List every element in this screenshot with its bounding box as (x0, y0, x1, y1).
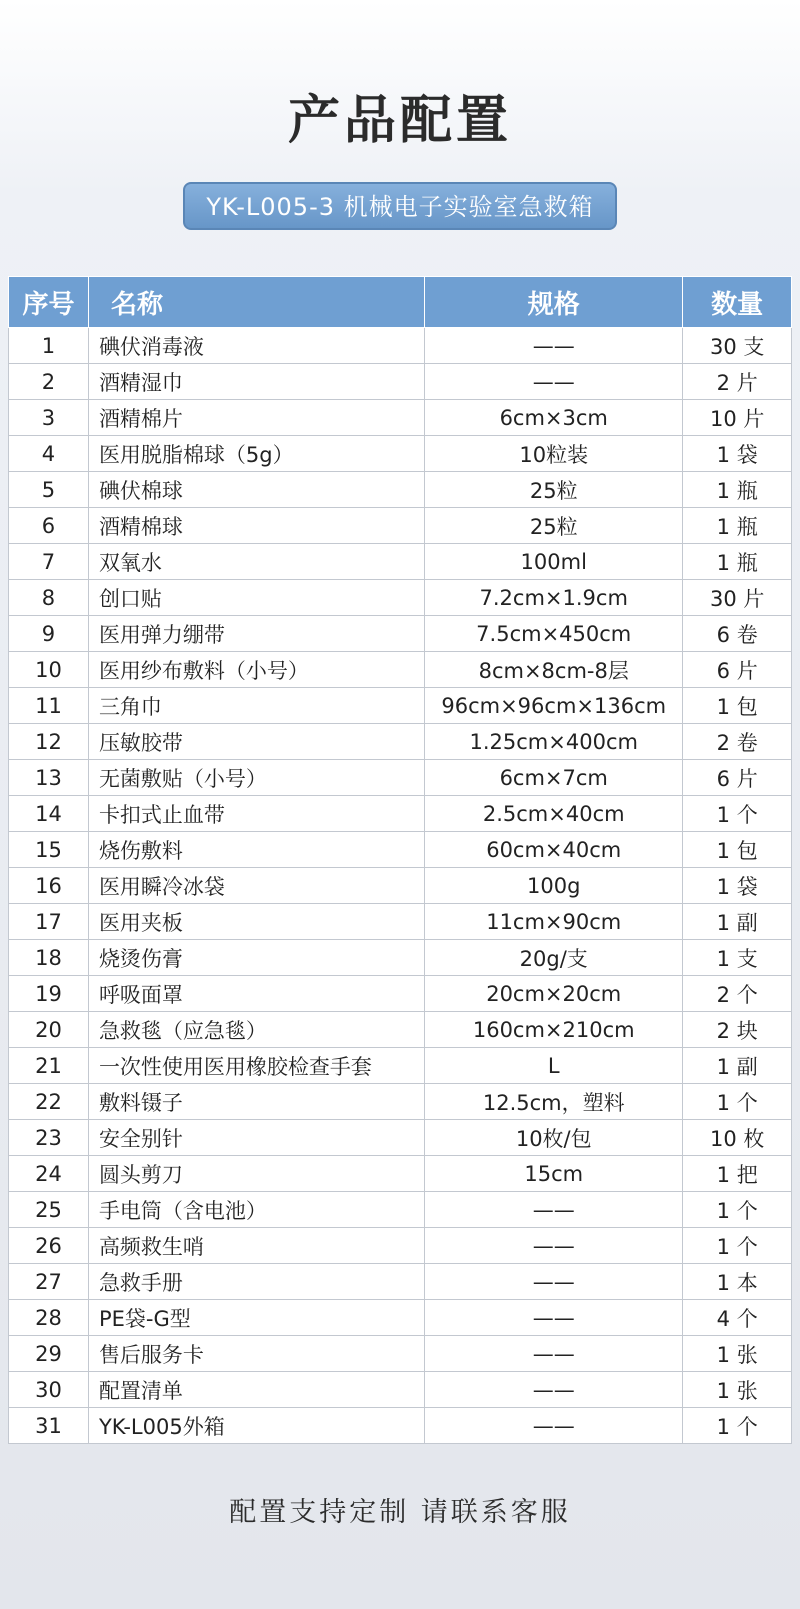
cell-number: 26 (9, 1228, 89, 1264)
cell-number: 20 (9, 1012, 89, 1048)
cell-number: 13 (9, 760, 89, 796)
cell-quantity: 2 块 (683, 1012, 792, 1048)
cell-spec: 60cm×40cm (425, 832, 683, 868)
cell-number: 12 (9, 724, 89, 760)
cell-number: 23 (9, 1120, 89, 1156)
table-row (9, 652, 792, 688)
cell-name: 卡扣式止血带 (88, 796, 424, 832)
cell-number: 17 (9, 904, 89, 940)
cell-quantity: 1 瓶 (683, 508, 792, 544)
cell-quantity: 1 瓶 (683, 544, 792, 580)
cell-quantity: 1 个 (683, 796, 792, 832)
table-row (9, 976, 792, 1012)
table-row (9, 1012, 792, 1048)
table-row (9, 868, 792, 904)
cell-name: PE袋-G型 (88, 1300, 424, 1336)
cell-name: 双氧水 (88, 544, 424, 580)
table-row (9, 760, 792, 796)
table-row (9, 688, 792, 724)
cell-spec: 100ml (425, 544, 683, 580)
cell-quantity: 1 把 (683, 1156, 792, 1192)
cell-name: 安全别针 (88, 1120, 424, 1156)
cell-name: 创口贴 (88, 580, 424, 616)
cell-quantity: 1 张 (683, 1336, 792, 1372)
table-row (9, 796, 792, 832)
cell-spec: —— (425, 1336, 683, 1372)
cell-name: 售后服务卡 (88, 1336, 424, 1372)
cell-name: 医用脱脂棉球（5g） (88, 436, 424, 472)
table-row (9, 328, 792, 364)
cell-spec: 6cm×7cm (425, 760, 683, 796)
table-row (9, 472, 792, 508)
cell-spec: —— (425, 1372, 683, 1408)
cell-number: 2 (9, 364, 89, 400)
cell-number: 21 (9, 1048, 89, 1084)
cell-spec: —— (425, 1408, 683, 1444)
table-row (9, 1264, 792, 1300)
cell-number: 10 (9, 652, 89, 688)
table-row (9, 1192, 792, 1228)
cell-spec: 20cm×20cm (425, 976, 683, 1012)
cell-name: 急救手册 (88, 1264, 424, 1300)
cell-quantity: 1 袋 (683, 436, 792, 472)
cell-name: 呼吸面罩 (88, 976, 424, 1012)
product-model-banner: YK-L005-3 机械电子实验室急救箱 (183, 182, 617, 230)
cell-number: 4 (9, 436, 89, 472)
cell-name: 三角巾 (88, 688, 424, 724)
cell-name: 无菌敷贴（小号） (88, 760, 424, 796)
cell-spec: —— (425, 364, 683, 400)
cell-quantity: 1 副 (683, 904, 792, 940)
cell-number: 6 (9, 508, 89, 544)
cell-number: 7 (9, 544, 89, 580)
cell-spec: —— (425, 1228, 683, 1264)
table-row (9, 1228, 792, 1264)
table-row (9, 832, 792, 868)
cell-quantity: 6 卷 (683, 616, 792, 652)
cell-quantity: 1 袋 (683, 868, 792, 904)
cell-name: 手电筒（含电池） (88, 1192, 424, 1228)
cell-name: 烧烫伤膏 (88, 940, 424, 976)
cell-name: 碘伏消毒液 (88, 328, 424, 364)
cell-name: 医用夹板 (88, 904, 424, 940)
cell-spec: 20g/支 (425, 940, 683, 976)
cell-spec: 2.5cm×40cm (425, 796, 683, 832)
cell-quantity: 1 瓶 (683, 472, 792, 508)
cell-name: 圆头剪刀 (88, 1156, 424, 1192)
cell-spec: 100g (425, 868, 683, 904)
table-row (9, 1048, 792, 1084)
cell-quantity: 10 片 (683, 400, 792, 436)
cell-spec: 6cm×3cm (425, 400, 683, 436)
cell-number: 28 (9, 1300, 89, 1336)
cell-number: 11 (9, 688, 89, 724)
cell-spec: 8cm×8cm-8层 (425, 652, 683, 688)
cell-number: 27 (9, 1264, 89, 1300)
cell-number: 24 (9, 1156, 89, 1192)
cell-quantity: 1 包 (683, 688, 792, 724)
cell-number: 29 (9, 1336, 89, 1372)
cell-number: 18 (9, 940, 89, 976)
cell-quantity: 1 个 (683, 1408, 792, 1444)
cell-number: 9 (9, 616, 89, 652)
table-row (9, 724, 792, 760)
cell-number: 16 (9, 868, 89, 904)
table-row (9, 1300, 792, 1336)
cell-quantity: 30 片 (683, 580, 792, 616)
cell-spec: 160cm×210cm (425, 1012, 683, 1048)
cell-name: 医用弹力绷带 (88, 616, 424, 652)
cell-spec: —— (425, 1264, 683, 1300)
table-row (9, 1372, 792, 1408)
cell-name: 烧伤敷料 (88, 832, 424, 868)
table-row (9, 544, 792, 580)
cell-number: 8 (9, 580, 89, 616)
cell-number: 22 (9, 1084, 89, 1120)
cell-quantity: 4 个 (683, 1300, 792, 1336)
table-row (9, 508, 792, 544)
cell-number: 5 (9, 472, 89, 508)
cell-spec: —— (425, 1192, 683, 1228)
cell-name: 压敏胶带 (88, 724, 424, 760)
table-row (9, 940, 792, 976)
cell-quantity: 6 片 (683, 760, 792, 796)
cell-name: 医用瞬冷冰袋 (88, 868, 424, 904)
header-name: 名称 (88, 277, 424, 328)
cell-quantity: 2 片 (683, 364, 792, 400)
cell-number: 15 (9, 832, 89, 868)
cell-quantity: 30 支 (683, 328, 792, 364)
cell-number: 3 (9, 400, 89, 436)
cell-spec: —— (425, 1300, 683, 1336)
cell-number: 14 (9, 796, 89, 832)
cell-spec: 15cm (425, 1156, 683, 1192)
cell-spec: 7.2cm×1.9cm (425, 580, 683, 616)
cell-number: 30 (9, 1372, 89, 1408)
cell-name: 酒精棉片 (88, 400, 424, 436)
table-row (9, 1408, 792, 1444)
table-row (9, 1336, 792, 1372)
cell-quantity: 1 包 (683, 832, 792, 868)
cell-spec: —— (425, 328, 683, 364)
cell-name: 医用纱布敷料（小号） (88, 652, 424, 688)
cell-spec: 1.25cm×400cm (425, 724, 683, 760)
cell-name: 一次性使用医用橡胶检查手套 (88, 1048, 424, 1084)
table-row (9, 364, 792, 400)
cell-quantity: 1 副 (683, 1048, 792, 1084)
customization-note: 配置支持定制 请联系客服 (229, 1497, 571, 1528)
configuration-table (8, 276, 792, 1444)
cell-quantity: 1 个 (683, 1084, 792, 1120)
cell-spec: 7.5cm×450cm (425, 616, 683, 652)
page-title: 产品配置 (287, 91, 512, 151)
header-spec: 规格 (425, 277, 683, 328)
cell-quantity: 1 张 (683, 1372, 792, 1408)
cell-spec: L (425, 1048, 683, 1084)
cell-number: 1 (9, 328, 89, 364)
cell-spec: 10粒装 (425, 436, 683, 472)
cell-spec: 25粒 (425, 472, 683, 508)
cell-spec: 11cm×90cm (425, 904, 683, 940)
cell-quantity: 2 卷 (683, 724, 792, 760)
cell-name: 高频救生哨 (88, 1228, 424, 1264)
header-number: 序号 (9, 277, 89, 328)
table-row (9, 580, 792, 616)
cell-quantity: 2 个 (683, 976, 792, 1012)
cell-number: 19 (9, 976, 89, 1012)
table-row (9, 616, 792, 652)
header-quantity: 数量 (683, 277, 792, 328)
cell-name: YK-L005外箱 (88, 1408, 424, 1444)
cell-spec: 12.5cm，塑料 (425, 1084, 683, 1120)
cell-quantity: 1 个 (683, 1228, 792, 1264)
table-row (9, 400, 792, 436)
cell-quantity: 1 本 (683, 1264, 792, 1300)
cell-number: 31 (9, 1408, 89, 1444)
cell-quantity: 10 枚 (683, 1120, 792, 1156)
table-body (9, 328, 792, 1444)
table-row (9, 1156, 792, 1192)
cell-name: 碘伏棉球 (88, 472, 424, 508)
cell-spec: 96cm×96cm×136cm (425, 688, 683, 724)
cell-spec: 10枚/包 (425, 1120, 683, 1156)
cell-number: 25 (9, 1192, 89, 1228)
cell-quantity: 1 支 (683, 940, 792, 976)
cell-quantity: 1 个 (683, 1192, 792, 1228)
table-header-row (9, 277, 792, 328)
cell-quantity: 6 片 (683, 652, 792, 688)
cell-name: 急救毯（应急毯） (88, 1012, 424, 1048)
table-row (9, 1120, 792, 1156)
cell-name: 配置清单 (88, 1372, 424, 1408)
cell-name: 敷料镊子 (88, 1084, 424, 1120)
table-row (9, 904, 792, 940)
cell-name: 酒精棉球 (88, 508, 424, 544)
cell-name: 酒精湿巾 (88, 364, 424, 400)
table-row (9, 436, 792, 472)
table-row (9, 1084, 792, 1120)
cell-spec: 25粒 (425, 508, 683, 544)
